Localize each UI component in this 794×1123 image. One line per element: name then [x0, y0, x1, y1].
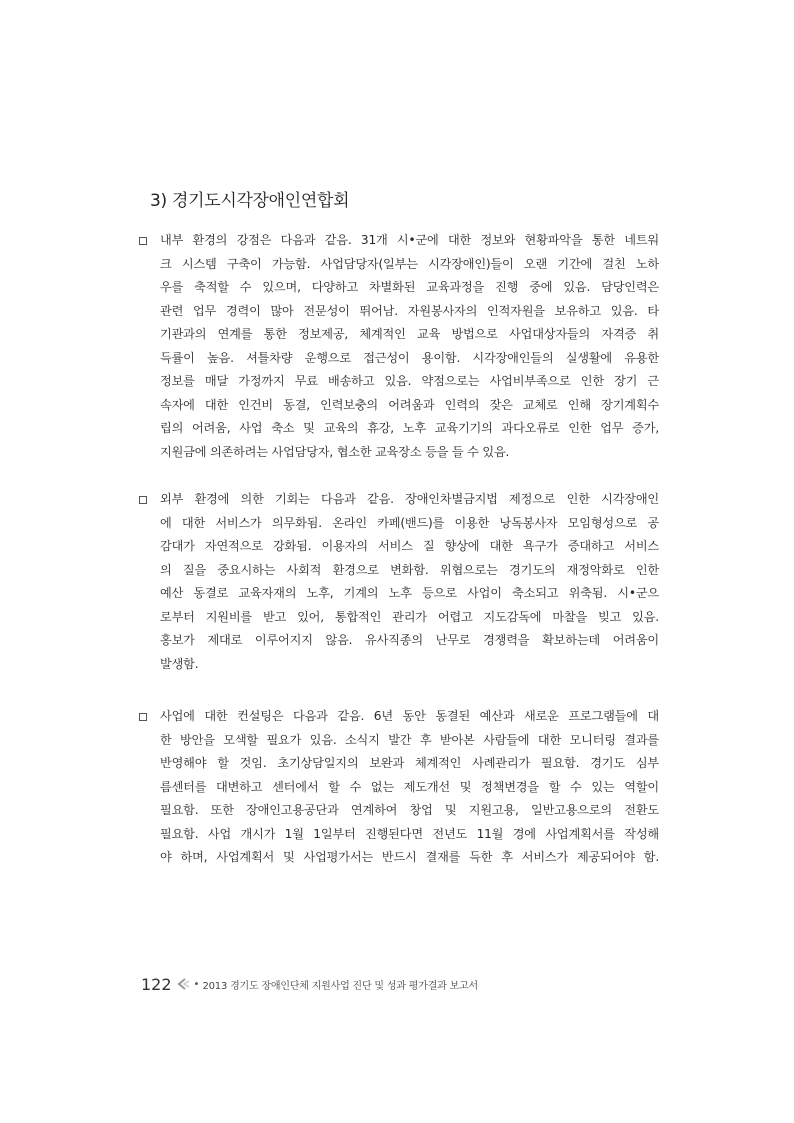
text-line: 립의 어려움, 사업 축소 및 교육의 휴강, 노후 교육기기의 과다오류로 인한 업무 증가, — [160, 421, 659, 435]
text-line: 속자에 대한 인건비 동결, 인력보충의 어려움과 인력의 잦은 교체로 인해 장기계획수 — [160, 397, 659, 412]
paragraph-strengths — [139, 229, 659, 464]
text-line: 사업에 대한 컨설팅은 다음과 같음. 6년 동안 동결된 예산과 새로운 프로그램들에 대 — [160, 709, 659, 723]
text-line: 내부 환경의 강점은 다음과 같음. 31개 시•군에 대한 정보와 현황파악을 통한 네트워 — [160, 233, 659, 247]
text-line: 크 시스템 구축이 가능함. 사업담당자(일부는 시각장애인)들이 오랜 기간에 걸친 노하 — [160, 256, 659, 271]
text-line: 정보를 매달 가정까지 무료 배송하고 있음. 약점으로는 사업비부족으로 인한 장기 근 — [160, 374, 659, 388]
text-line: 름센터를 대변하고 센터에서 할 수 없는 제도개선 및 정책변경을 할 수 있는 역할이 — [160, 779, 659, 794]
page-footer — [141, 973, 478, 995]
paragraph-external — [139, 488, 659, 676]
square-bullet-icon — [139, 496, 147, 504]
text-line: 한 방안을 모색할 필요가 있음. 소식지 발간 후 받아본 사람들에 대한 모니터링 결과를 — [160, 732, 659, 747]
text-line: 의 질을 중요시하는 사회적 환경으로 변화함. 위협으로는 경기도의 재정악화로 인한 — [160, 562, 659, 577]
text-line: 지원금에 의존하려는 사업담당자, 협소한 교육장소 등을 들 수 있음. — [160, 444, 510, 459]
text-line: 우를 축적할 수 있으며, 다양하고 차별화된 교육과정을 진행 중에 있음. 담당인력은 — [160, 280, 659, 294]
chevron-left-icon — [176, 977, 190, 991]
report-title: 2013 경기도 장애인단체 지원사업 진단 및 성과 평가결과 보고서 — [202, 980, 478, 992]
text-line: 필요함. 사업 개시가 1월 1일부터 진행된다면 전년도 11월 경에 사업계획서를 작성해 — [160, 826, 659, 841]
paragraph-consulting — [139, 705, 659, 870]
page-number: 122 — [141, 974, 172, 994]
section-heading: 3) 경기도시각장애인연합회 — [150, 191, 350, 211]
text-line: 예산 동결로 교육자재의 노후, 기계의 노후 등으로 사업이 축소되고 위축됨. 시•군으 — [160, 586, 659, 600]
text-line: 에 대한 서비스가 의무화됨. 온라인 카페(밴드)를 이용한 낭독봉사자 모임형성으로 공 — [160, 515, 659, 530]
square-bullet-icon — [139, 713, 147, 721]
text-line: 로부터 지원비를 받고 있어, 통합적인 관리가 어렵고 지도감독에 마찰을 빚고 있음. — [160, 609, 659, 624]
text-line: 야 하며, 사업계획서 및 사업평가서는 반드시 결재를 득한 후 서비스가 제공되어야 함. — [160, 850, 659, 864]
text-line: 홍보가 제대로 이루어지지 않음. 유사직종의 난무로 경쟁력을 확보하는데 어려움이 — [160, 633, 659, 647]
text-line: 발생함. — [160, 656, 199, 671]
text-line: 기관과의 연계를 통한 정보제공, 체계적인 교육 방법으로 사업대상자들의 자격증 취 — [160, 327, 659, 341]
text-line: 감대가 자연적으로 강화됨. 이용자의 서비스 질 향상에 대한 욕구가 증대하고 서비스 — [160, 539, 659, 553]
square-bullet-icon — [139, 237, 147, 245]
text-line: 외부 환경에 의한 기회는 다음과 같음. 장애인차별금지법 제정으로 인한 시각장애인 — [160, 492, 659, 506]
text-line: 관련 업무 경력이 많아 전문성이 뛰어남. 자원봉사자의 인적자원을 보유하고 있음. 타 — [160, 303, 659, 318]
text-line: 득률이 높음. 셔틀차량 운행으로 접근성이 용이함. 시각장애인들의 실생활에 유용한 — [160, 350, 659, 365]
text-line: 필요함. 또한 장애인고용공단과 연계하여 창업 및 지원고용, 일반고용으로의 전환도 — [160, 803, 659, 817]
footer-bullet: • — [193, 978, 200, 990]
text-line: 반영해야 할 것임. 초기상담일지의 보완과 체계적인 사례관리가 필요함. 경기도 심부 — [160, 756, 659, 770]
